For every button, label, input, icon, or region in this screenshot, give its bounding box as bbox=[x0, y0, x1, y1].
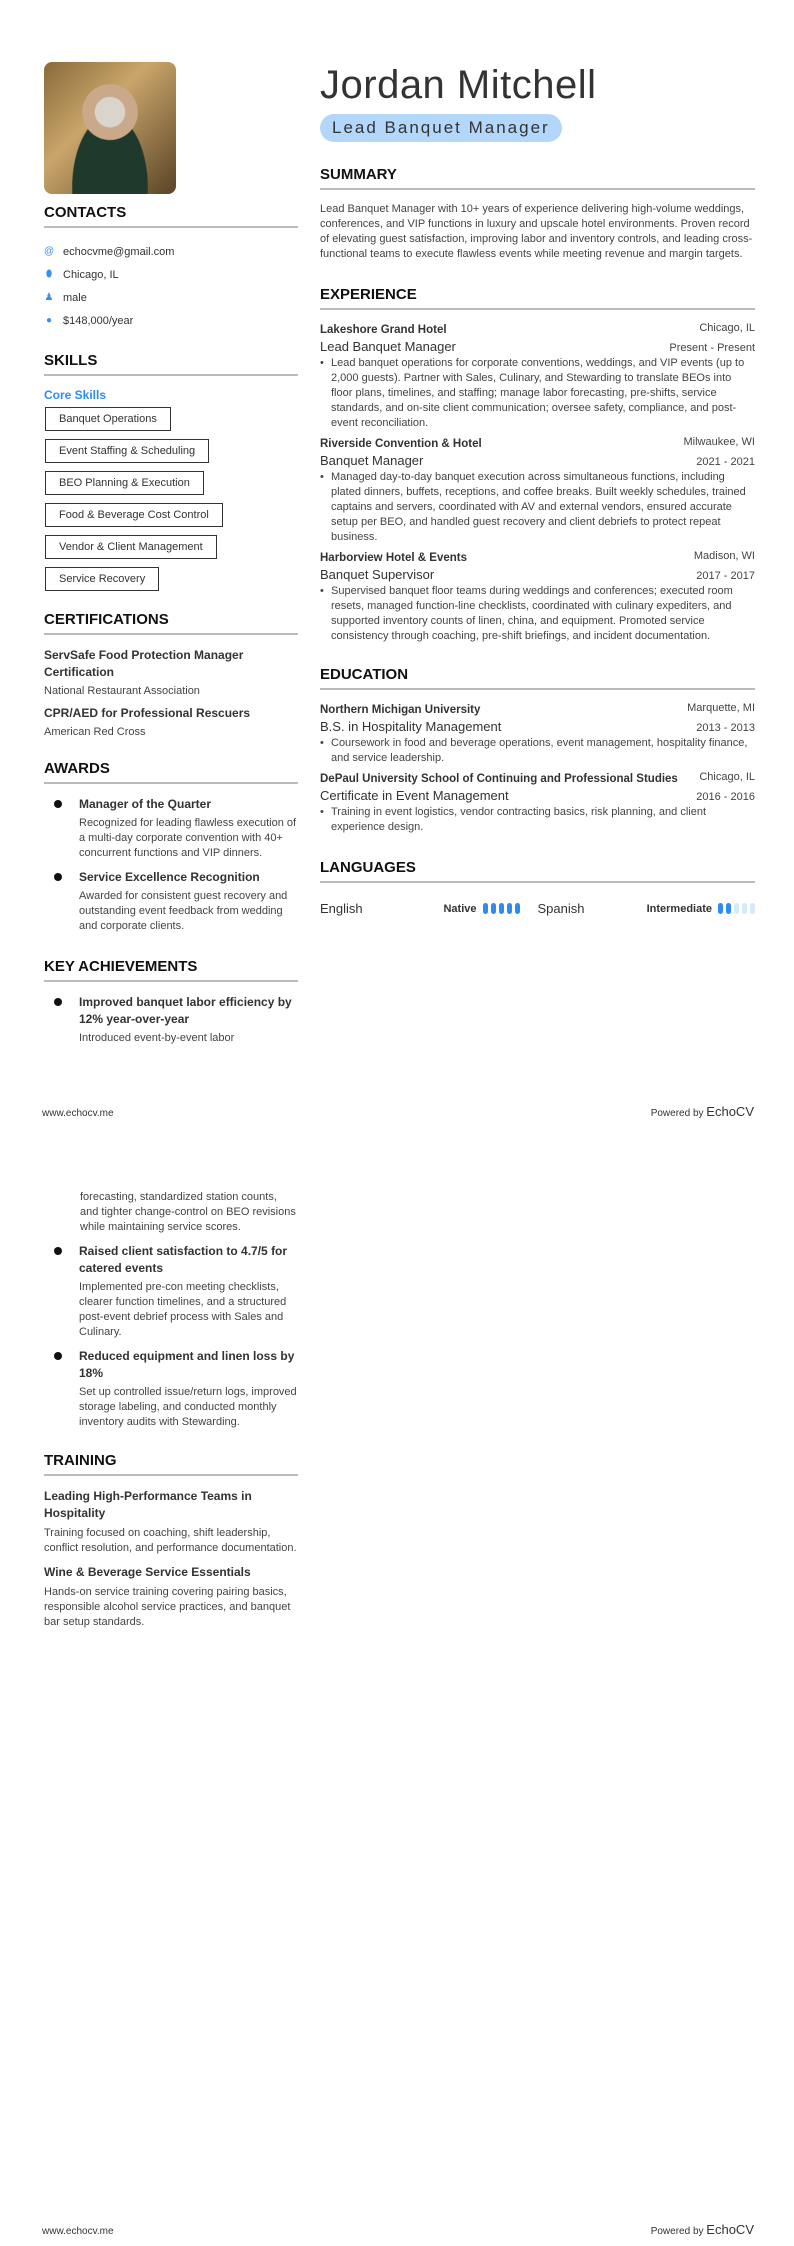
entry-org: Northern Michigan University bbox=[320, 704, 481, 716]
achievements-list bbox=[44, 1243, 298, 1430]
level-dot bbox=[750, 903, 755, 914]
right-column bbox=[320, 62, 755, 916]
achievement-item bbox=[54, 1243, 298, 1340]
skill-tag: Food & Beverage Cost Control bbox=[45, 503, 223, 527]
certification-title: ServSafe Food Protection Manager Certification bbox=[44, 648, 244, 679]
level-dot bbox=[515, 903, 520, 914]
entry-location: Madison, WI bbox=[693, 550, 755, 562]
language-level-meter bbox=[718, 903, 755, 914]
bullet-dot bbox=[54, 1247, 62, 1255]
level-dot bbox=[507, 903, 512, 914]
profile-photo bbox=[44, 62, 176, 194]
level-dot bbox=[718, 903, 723, 914]
resume-page-2 bbox=[0, 1140, 794, 2246]
entry-dates: 2013 - 2013 bbox=[696, 722, 755, 734]
level-dot bbox=[726, 903, 731, 914]
footer-powered bbox=[651, 2222, 754, 2237]
certification-title: CPR/AED for Professional Rescuers bbox=[44, 706, 251, 720]
level-dot bbox=[734, 903, 739, 914]
contact-text: male bbox=[63, 291, 87, 304]
language-item bbox=[320, 901, 538, 916]
education-list bbox=[320, 702, 755, 835]
entry-subheader bbox=[320, 338, 755, 356]
training-list bbox=[44, 1488, 298, 1630]
education-entry bbox=[320, 702, 755, 766]
entry-location: Chicago, IL bbox=[699, 771, 755, 783]
award-item-desc: Awarded for consistent guest recovery and outstanding event feedback from wedding and corporate clients. bbox=[79, 890, 288, 932]
entry-header bbox=[320, 436, 755, 452]
contact-item bbox=[44, 240, 298, 263]
achievement-item-title: Reduced equipment and linen loss by 18% bbox=[79, 1349, 295, 1380]
entry-bullet-text: Managed day-to-day banquet execution across simultaneous functions, including plated dinners, buffets, receptions, and coffee breaks. Built weekly schedules, trained captains and servers, coordinated with AV and external vendors, ensured accurate setup per BEO, and handled guest recovery and client debriefs to protect repeat business. bbox=[331, 471, 746, 543]
achievement-desc: Introduced event-by-event labor bbox=[79, 1032, 235, 1044]
training-desc: Hands-on service training covering pairing basics, responsible alcohol service practices, and banquet bar setup standards. bbox=[44, 1586, 291, 1628]
summary-heading: SUMMARY bbox=[320, 166, 755, 190]
bullet-dot bbox=[54, 873, 62, 881]
language-level-meter bbox=[483, 903, 520, 914]
award-item bbox=[54, 796, 298, 861]
award-item-title: Manager of the Quarter bbox=[79, 797, 212, 811]
contact-text: $148,000/year bbox=[63, 314, 134, 327]
award-item-desc: Recognized for leading flawless execution of a multi-day corporate convention with 40+ concurrent functions and VIP dinners. bbox=[79, 817, 297, 859]
job-title-badge: Lead Banquet Manager bbox=[320, 114, 562, 142]
location-pin-icon: ⬮ bbox=[45, 269, 53, 280]
person-icon: ♟ bbox=[44, 292, 54, 303]
level-dot bbox=[491, 903, 496, 914]
achievement-title: Improved banquet labor efficiency by 12% year-over-year bbox=[79, 995, 292, 1026]
bullet-glyph: • bbox=[320, 737, 324, 749]
entry-location: Milwaukee, WI bbox=[683, 436, 755, 448]
entry-role: Lead Banquet Manager bbox=[320, 339, 456, 354]
experience-list bbox=[320, 322, 755, 644]
entry-header bbox=[320, 771, 755, 787]
awards-list bbox=[44, 796, 298, 934]
bullet-glyph: • bbox=[320, 471, 324, 483]
entry-org: Lakeshore Grand Hotel bbox=[320, 324, 447, 336]
achievements-heading: KEY ACHIEVEMENTS bbox=[44, 958, 298, 982]
entry-bullet bbox=[320, 736, 755, 766]
entry-bullet bbox=[320, 356, 755, 431]
entry-bullet-text: Training in event logistics, vendor contracting basics, risk planning, and client experience design. bbox=[331, 806, 707, 833]
certifications-heading: CERTIFICATIONS bbox=[44, 611, 298, 635]
certification-org: National Restaurant Association bbox=[44, 685, 200, 697]
languages-heading: LANGUAGES bbox=[320, 859, 755, 883]
language-name: Spanish bbox=[537, 901, 585, 916]
achievement-item-desc: Set up controlled issue/return logs, improved storage labeling, and conducted monthly inventory audits with Stewarding. bbox=[79, 1386, 297, 1428]
entry-subheader bbox=[320, 787, 755, 805]
contact-text: Chicago, IL bbox=[63, 268, 119, 281]
bullet-glyph: • bbox=[320, 585, 324, 597]
powered-by-label: Powered by bbox=[650, 1108, 704, 1119]
contacts-list bbox=[44, 240, 298, 332]
page-footer bbox=[42, 2222, 754, 2237]
entry-header bbox=[320, 322, 755, 338]
achievement-item bbox=[54, 1348, 298, 1430]
achievement-desc-continued: forecasting, standardized station counts, and tighter change-control on BEO revisions while maintaining service scores. bbox=[80, 1191, 296, 1233]
entry-dates: 2021 - 2021 bbox=[696, 456, 755, 468]
experience-heading: EXPERIENCE bbox=[320, 286, 755, 310]
entry-bullet-text: Coursework in food and beverage operations, event management, hospitality finance, and service leadership. bbox=[331, 737, 748, 764]
language-level: Intermediate bbox=[646, 902, 712, 915]
bullet-glyph: • bbox=[320, 806, 324, 818]
education-entry bbox=[320, 771, 755, 835]
certification-org: American Red Cross bbox=[44, 726, 146, 738]
entry-role: Banquet Supervisor bbox=[320, 567, 435, 582]
training-heading: TRAINING bbox=[44, 1452, 298, 1476]
footer-brand[interactable]: EchoCV bbox=[706, 2222, 754, 2237]
entry-org: DePaul University School of Continuing and Professional Studies bbox=[320, 773, 678, 785]
language-name: English bbox=[320, 901, 363, 916]
footer-site-link[interactable]: www.echocv.me bbox=[42, 2226, 114, 2237]
powered-by-label: Powered by bbox=[650, 2226, 704, 2237]
training-desc: Training focused on coaching, shift leadership, conflict resolution, and performance documentation. bbox=[44, 1527, 297, 1554]
page-footer bbox=[42, 1104, 754, 1119]
skills-group-label: Core Skills bbox=[44, 388, 107, 402]
entry-role: B.S. in Hospitality Management bbox=[320, 719, 502, 734]
bullet-dot bbox=[54, 800, 62, 808]
entry-bullet bbox=[320, 584, 755, 644]
contacts-heading: CONTACTS bbox=[44, 204, 298, 228]
award-item-title: Service Excellence Recognition bbox=[79, 870, 260, 884]
awards-heading: AWARDS bbox=[44, 760, 298, 784]
level-dot bbox=[483, 903, 488, 914]
entry-org: Riverside Convention & Hotel bbox=[320, 438, 482, 450]
training-title: Wine & Beverage Service Essentials bbox=[44, 1565, 251, 1579]
skills-heading: SKILLS bbox=[44, 352, 298, 376]
entry-header bbox=[320, 702, 755, 718]
contact-item bbox=[44, 263, 298, 286]
entry-subheader bbox=[320, 452, 755, 470]
achievement-item bbox=[54, 994, 298, 1046]
languages-row bbox=[320, 901, 755, 916]
contact-item bbox=[44, 286, 298, 309]
entry-header bbox=[320, 550, 755, 566]
entry-location: Chicago, IL bbox=[699, 322, 755, 334]
at-icon: @ bbox=[44, 246, 55, 257]
bullet-glyph: • bbox=[320, 357, 324, 369]
achievement-item-title: Raised client satisfaction to 4.7/5 for catered events bbox=[79, 1244, 288, 1275]
skill-tag: Banquet Operations bbox=[45, 407, 171, 431]
skill-tag: Event Staffing & Scheduling bbox=[45, 439, 209, 463]
footer-powered bbox=[651, 1104, 754, 1119]
skill-tag: Vendor & Client Management bbox=[45, 535, 217, 559]
skills-list bbox=[44, 407, 298, 599]
contact-item bbox=[44, 309, 298, 332]
entry-subheader bbox=[320, 718, 755, 736]
bullet-dot bbox=[54, 998, 62, 1006]
contact-text: echocvme@gmail.com bbox=[63, 245, 175, 258]
language-item bbox=[538, 901, 756, 916]
entry-bullet-text: Lead banquet operations for corporate conventions, weddings, and VIP events (up to 2,000 guests). Partner with Sales, Culinary, and Stewarding to translate BEOs into floor plans, timelines, and staffing; manage labor forecasting, pre-shifts, service standards, and on-site client communication; oversee safety, compliance, and post-event reconciliation. bbox=[331, 357, 745, 429]
entry-role: Banquet Manager bbox=[320, 453, 424, 468]
summary-text: Lead Banquet Manager with 10+ years of experience delivering high-volume weddings, conferences, and VIP functions in luxury and upscale hotel environments. Proven record of elevating guest satisfaction, improving labor and inventory controls, and leading cross-functional teams to execute flawless events while meeting revenue and margin targets. bbox=[320, 203, 753, 260]
experience-entry bbox=[320, 322, 755, 431]
entry-bullet bbox=[320, 470, 755, 545]
level-dot bbox=[742, 903, 747, 914]
entry-dates: 2016 - 2016 bbox=[696, 791, 755, 803]
dollar-icon: ● bbox=[45, 315, 53, 326]
footer-brand[interactable]: EchoCV bbox=[706, 1104, 754, 1119]
experience-entry bbox=[320, 436, 755, 545]
experience-entry bbox=[320, 550, 755, 644]
entry-dates: Present - Present bbox=[669, 342, 755, 354]
entry-location: Marquette, MI bbox=[687, 702, 755, 714]
education-heading: EDUCATION bbox=[320, 666, 755, 690]
award-item bbox=[54, 869, 298, 934]
skill-tag: BEO Planning & Execution bbox=[45, 471, 204, 495]
candidate-name: Jordan Mitchell bbox=[320, 63, 597, 107]
entry-bullet bbox=[320, 805, 755, 835]
training-title: Leading High-Performance Teams in Hospitality bbox=[44, 1489, 252, 1520]
left-column-continued bbox=[44, 1190, 298, 1638]
entry-role: Certificate in Event Management bbox=[320, 788, 509, 803]
certifications-list bbox=[44, 647, 298, 738]
footer-site-link[interactable]: www.echocv.me bbox=[42, 1108, 114, 1119]
entry-dates: 2017 - 2017 bbox=[696, 570, 755, 582]
level-dot bbox=[499, 903, 504, 914]
language-level: Native bbox=[443, 902, 477, 915]
entry-subheader bbox=[320, 566, 755, 584]
entry-org: Harborview Hotel & Events bbox=[320, 552, 467, 564]
bullet-dot bbox=[54, 1352, 62, 1360]
skill-tag: Service Recovery bbox=[45, 567, 159, 591]
entry-bullet-text: Supervised banquet floor teams during weddings and conferences; executed room resets, managed function-line checklists, coordinated with culinary expediters, and supported inventory counts of linen, china, and equipment. Promoted service consistency through coaching, pre-shift briefings, and incident documentation. bbox=[331, 585, 733, 642]
left-column bbox=[44, 62, 298, 1054]
achievement-item-desc: Implemented pre-con meeting checklists, clearer function timelines, and a structured post-event debrief process with Sales and Culinary. bbox=[79, 1281, 287, 1338]
